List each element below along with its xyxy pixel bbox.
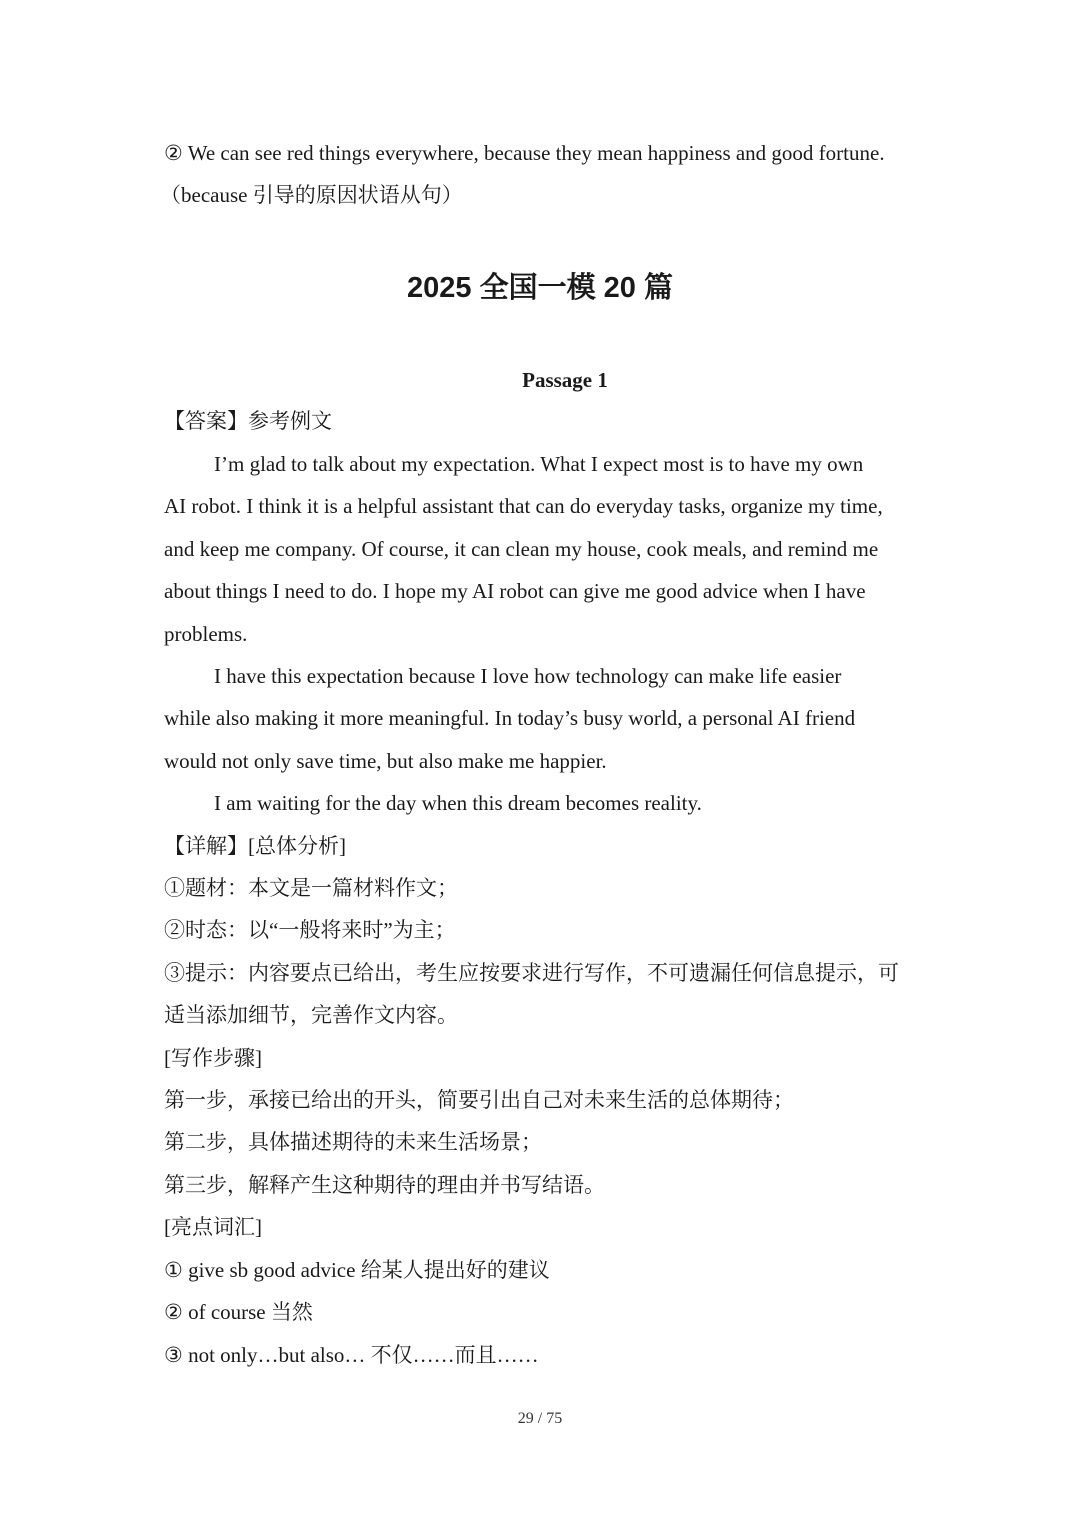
- analysis-item: 适当添加细节，完善作文内容。: [164, 1003, 458, 1027]
- essay-line: and keep me company. Of course, it can clean my house, cook meals, and remind me: [164, 537, 879, 561]
- essay-line: AI robot. I think it is a helpful assistant that can do everyday tasks, organize my time,: [164, 494, 883, 518]
- steps-header: [写作步骤]: [164, 1046, 262, 1070]
- example-sentence-2: ② We can see red things everywhere, because they mean happiness and good fortune.: [164, 141, 885, 165]
- essay-line: I have this expectation because I love how technology can make life easier: [214, 664, 842, 688]
- section-title: 2025 全国一模 20 篇: [407, 272, 673, 304]
- page-number: 29 / 75: [517, 1410, 563, 1427]
- essay-line: would not only save time, but also make me happier.: [164, 749, 607, 773]
- step-item: 第二步，具体描述期待的未来生活场景；: [164, 1130, 542, 1154]
- step-item: 第三步，解释产生这种期待的理由并书写结语。: [164, 1173, 605, 1197]
- analysis-item: ②时态：以“一般将来时”为主；: [164, 918, 456, 942]
- vocab-item: ① give sb good advice 给某人提出好的建议: [164, 1258, 550, 1282]
- essay-line: problems.: [164, 622, 248, 646]
- analysis-header: 【详解】[总体分析]: [164, 834, 346, 858]
- grammar-note: （because 引导的原因状语从句）: [160, 183, 463, 207]
- analysis-item: ①题材：本文是一篇材料作文；: [164, 876, 458, 900]
- passage-title: Passage 1: [522, 368, 608, 392]
- essay-line: while also making it more meaningful. In today’s busy world, a personal AI friend: [164, 706, 856, 730]
- essay-line: about things I need to do. I hope my AI robot can give me good advice when I have: [164, 579, 866, 603]
- vocab-item: ② of course 当然: [164, 1300, 313, 1324]
- analysis-item: ③提示：内容要点已给出，考生应按要求进行写作，不可遗漏任何信息提示，可: [164, 961, 899, 985]
- vocab-item: ③ not only…but also… 不仅……而且……: [164, 1343, 539, 1367]
- vocab-header: [亮点词汇]: [164, 1215, 262, 1239]
- essay-line: I am waiting for the day when this dream becomes reality.: [214, 791, 702, 815]
- answer-label: 【答案】参考例文: [164, 409, 332, 433]
- essay-line: I’m glad to talk about my expectation. What I expect most is to have my own: [214, 452, 864, 476]
- step-item: 第一步，承接已给出的开头，简要引出自己对未来生活的总体期待；: [164, 1088, 794, 1112]
